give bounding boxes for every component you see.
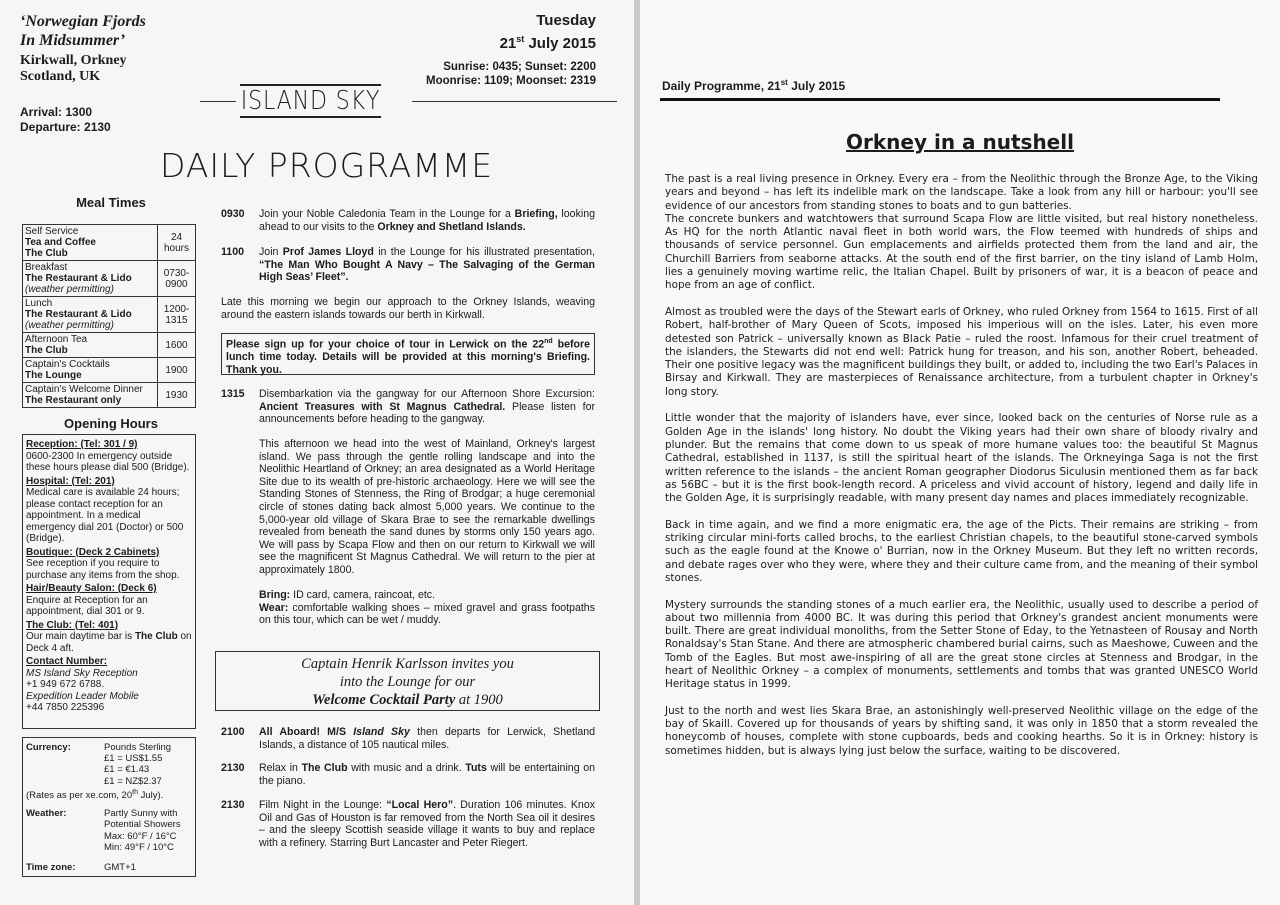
article-paragraph: Back in time again, and we find a more enigmatic era, the age of the Picts. Their remains are striking – from striking circular mini-forts called brochs, to the earliest Christian chapels, to the beautiful stone-carved symbols such as the eagle found at the Knowe o' Burrian, now in the Orkney Museum. But they left no written records, and debate rages over who they were, where they and their culture came from, and the meaning of their symbol stones. [665,518,1258,584]
wear-text: comfortable walking shoes – mixed gravel and grass footpaths on this tour, which can be wet / muddy. [259,601,595,627]
meal-location: The Club [25,345,68,356]
weather-label: Weather: [26,808,67,820]
sun-times: Sunrise: 0435; Sunset: 2200 [443,61,596,73]
invite-event: Welcome Cocktail Party [312,692,456,708]
meal-venue [23,225,158,261]
event-text-part: Please listen for announcements before heading to the gangway. [259,400,595,426]
event-0930 [221,208,595,233]
invite-line: into the Lounge for our [339,674,476,690]
event-text-part: Join [259,246,283,258]
invite-line [216,691,599,709]
hospital-heading: Hospital: (Tel: 201) [26,475,115,487]
contact-heading: Contact Number: [26,656,108,667]
article-paragraph: Little wonder that the majority of islanders have, ever since, looked back on the centuries of Norse rule as a Golden Age in the islands' long history. No doubt the Viking years had their own share of bloody rivalry and plunder. But the remains that come down to us speak of more humane values too: the beautiful St Magnus Cathedral, established in 1137, is still the spiritual heart of the islands. The Orkneyinga Saga is not the first written reference to the islands – the ancient Roman geographer Diodorus Siculusin mentioned them as far back as 56BC – but it is the first book-length record. A priceless and vivid account of history, legend and daily life in the Golden Age, it is surprisingly readable, with many present day names and places immediately recognizable. [665,412,1258,505]
meal-row [23,358,196,383]
event-time: 2130 [221,762,245,774]
meal-venue [23,297,158,333]
currency-line: Pounds Sterling [104,742,172,753]
meal-row [23,225,196,261]
currency-row [26,742,192,787]
opening-hours-heading: Opening Hours [64,416,158,431]
salon-text: Enquire at Reception for an appointment, dial 301 or 9. [26,594,148,617]
date: 21st July 2015 [499,34,596,52]
currency-line: £1 = €1.43 [104,764,150,776]
event-text-bold: The Club [301,762,348,774]
opening-hours-box [22,434,196,729]
cruise-title-line: ‘Norwegian Fjords [20,13,146,30]
meal-row [23,383,196,408]
weather-line: Min: 49°F / 10°C [104,841,174,853]
meal-time: 1900 [158,358,196,383]
event-text-bold: Ancient Treasures with St Magnus Cathedral. [259,400,506,413]
event-text-part: looking ahead to our visits to the [259,208,596,233]
event-text-part: with music and a drink. [347,762,466,774]
event-1315 [221,388,595,426]
date-block [500,12,596,53]
departure-time: Departure: 2130 [20,120,111,134]
event-time: 2100 [221,726,245,738]
rates-note: (Rates as per xe.com, 20th July). [26,788,164,801]
event-text-part: . Duration 106 minutes. Knox Oil and Gas of Houston is far removed from the North Sea oil it desires – and the sleepy Scottish seaside village it wants to buy and replace with a refinery. Starring Burt Lancaster and Peter Riegert. [259,799,596,849]
cocktail-invitation [215,651,600,711]
meal-venue [23,333,158,358]
weather-row [26,808,192,853]
meal-location: The Restaurant & Lido [25,273,132,284]
event-text-part: in the Lounge for his illustrated presentation, [373,246,595,258]
invite-time: at 1900 [455,692,503,708]
arrival-departure [20,105,111,135]
late-morning-note: Late this morning we begin our approach to the Orkney Islands, weaving around the eastern islands towards our berth in Kirkwall. [221,296,595,321]
timezone-label: Time zone: [26,861,76,873]
event-text-bold: Orkney and Shetland Islands. [377,220,526,233]
club-text-part: on Deck 4 aft. [26,631,192,654]
arrival-time: Arrival: 1300 [20,105,93,119]
tour-description: This afternoon we head into the west of Mainland, Orkney's largest island. We pass through the gentle rolling landscape and into the Neolithic Heartland of Orkney; an area designated as a World Heritage Site due to its wealth of pre-historic archaeology. Here we will see the Standing Stones of Stenness, the Ring of Brodgar; a huge ceremonial circle of stones dating back almost 5,000 years. We continue to the 5,000-year old village of Skara Brae to see the remarkable dwellings revealed from beneath the sand dunes by storms only 150 years ago. We will pass by Scapa Flow and then on our return to Kirkwall we will see the magnificent St Magnus Cathedral. We will return to the pier at approximately 1800. [259,438,595,576]
weather-line: Partly Sunny with [104,808,178,820]
contact-line: Expedition Leader Mobile [26,690,139,702]
page-title: DAILY PROGRAMME [160,146,494,185]
island-sky-logo: ISLAND SKY [240,86,381,116]
meal-row [23,297,196,333]
meal-times-table [22,224,196,408]
port-location [20,53,127,85]
port-name: Kirkwall, Orkney [20,53,127,68]
currency-line: £1 = US$1.55 [104,753,163,765]
wear-label: Wear: [259,601,289,614]
event-text [259,799,595,849]
hospital-text: Medical care is available 24 hours; please contact reception for an appointment. In a medical emergency dial 201 (Doctor) or 500 (Bridge). [26,487,184,544]
meal-name: Self Service [25,226,79,237]
event-text [259,726,595,751]
ship-name: Island Sky [353,726,410,738]
event-text-bold: Briefing, [514,208,558,220]
meal-name: Lunch [25,298,53,309]
event-time: 1100 [221,246,244,258]
event-text-bold: “Local Hero” [386,799,454,811]
meal-time: 0730-0900 [158,261,196,297]
meal-time: 1930 [158,383,196,408]
event-text-bold: All Aboard! M/S [259,726,354,738]
timezone-value: GMT+1 [104,861,136,873]
meal-location: Tea and Coffee [25,237,96,248]
meal-venue [23,383,158,408]
article-paragraph: Just to the north and west lies Skara Brae, an astonishingly well-preserved Neolithic village on the edge of the bay of Skaill. Covered up for thousands of years by shifting sand, it was only in 1850 that a storm revealed the honeycomb of houses, complete with stone cupboards, beds and cooking hearths. So it is in Orkney: history is sometimes hidden, but is always lying just below the surface, waiting to be discovered. [665,704,1258,757]
article-title: Orkney in a nutshell [846,130,1074,154]
event-text [259,762,595,787]
event-time: 2130 [221,799,245,811]
meal-location: The Restaurant only [25,395,122,406]
event-2130-film [221,799,595,849]
bring-label: Bring: [259,589,291,601]
meal-name: Captain's Cocktails [25,359,110,370]
signup-notice: Please sign up for your choice of tour in Lerwick on the 22nd before lunch time today. Details will be provided at this morning's Briefing. Thank you. [221,333,595,375]
event-time: 0930 [221,208,245,220]
meal-name: Captain's Welcome Dinner [25,384,143,395]
meal-row [23,333,196,358]
header-rule [660,98,1220,101]
meal-location: The Restaurant & Lido [25,309,132,320]
event-text [259,208,595,233]
right-page [640,0,1280,905]
meal-time: 24 hours [158,225,196,261]
article-paragraph-text: The concrete bunkers and watchtowers that surround Scapa Flow are little visited, but real history nonetheless. As HQ for the north Atlantic naval fleet in both world wars, the Flow teemed with hundreds of ships and thousands of service personnel. Gun emplacements and airfields protected them from the land and air, the Churchill Barriers from seaborne attacks. At the south end of the first barrier, on the tiny island of Lamb Holm, lies a genuinely moving wartime relic, the Italian Chapel. Built by prisoners of war, it is a beacon of peace and hope from an age of conflict. [665,212,1258,292]
meal-name: Breakfast [25,262,68,273]
meal-name: Afternoon Tea [25,334,88,345]
meal-time: 1200-1315 [158,297,196,333]
meal-times-heading: Meal Times [76,195,146,210]
left-page [0,0,634,905]
article-paragraph [665,173,1258,293]
bring-wear [259,589,595,627]
article-paragraph-text: The past is a real living presence in Orkney. Every era – from the Neolithic through the Bronze Age, to the Viking years and beyond – has left its indelible mark on the landscape. Take a look from any hill or harbour: you'll see evidence of our ancestors from standing stones to boats and to gun batteries. [665,173,1258,212]
divider [412,101,617,102]
invite-line: Captain Henrik Karlsson invites you [301,656,514,672]
event-text-part: Film Night in the Lounge: [259,799,387,811]
article-paragraph: Mystery surrounds the standing stones of a much earlier era, the Neolithic, usually used to describe a period of about two millennia from 4000 BC. It was during this period that Orkney's grandest ancient monuments were built. There are great individual monoliths, from the Setter Stone of Eday, to the Yetnasteen of Rousay and North Ronaldsay's Stan Stane. And there are atmospheric chambered burial cairns, such as Maeshowe, Cuween and the Tomb of the Eagles. But most awe-inspiring of all are the great stone circles at Stenness and Brodgar, in the heart of Neolithic Orkney – a complex of monuments, settlements and tombs that was granted UNESCO World Heritage status in 1999. [665,598,1259,691]
club-name: The Club [134,631,178,642]
club-heading: The Club: (Tel: 401) [26,619,119,631]
weather-line: Max: 60°F / 16°C [104,830,177,842]
event-text-bold: Tuts [465,762,487,774]
bring-line [259,589,595,602]
meal-note: The Club [25,248,68,259]
wear-line [259,602,595,627]
contact-line: +44 7850 225396 [26,702,105,713]
right-page-header: Daily Programme, 21st July 2015 [662,78,846,93]
reception-heading: Reception: (Tel: 301 / 9) [26,439,138,450]
meal-location: The Lounge [25,370,82,381]
cruise-title-line: In Midsummer’ [20,32,126,49]
cruise-title [20,12,146,50]
event-time: 1315 [221,388,245,400]
club-text [26,631,192,654]
contact-line: MS Island Sky Reception [26,667,138,679]
event-text-part: will be entertaining on the piano. [259,762,595,787]
port-country: Scotland, UK [20,69,101,84]
event-text-part: Relax in [259,762,302,774]
meal-note: (weather permitting) [25,284,114,295]
divider [200,101,236,102]
weather-values [104,808,181,853]
meal-venue [23,358,158,383]
event-2130-club [221,762,595,787]
event-1100 [221,246,595,284]
meal-time: 1600 [158,333,196,358]
currency-label: Currency: [26,742,71,753]
currency-values [104,742,171,787]
currency-line: £1 = NZ$2.37 [104,775,162,787]
club-text-part: Our main daytime bar is [26,631,135,642]
event-text-bold: Prof James Lloyd [282,246,374,258]
meal-row [23,261,196,297]
moon-times: Moonrise: 1109; Moonset: 2319 [426,75,596,87]
reception-text: 0600-2300 In emergency outside these hours please dial 500 (Bridge). [26,450,190,473]
event-text-part: Disembarkation via the gangway for our Afternoon Shore Excursion: [259,388,595,400]
info-box [22,737,196,877]
article-paragraph: Almost as troubled were the days of the Stewart earls of Orkney, who ruled Orkney from 1564 to 1615. First of all Robert, half-brother of Mary Queen of Scots, imposed his imperious will on the isles. Later, his even more detested son Patrick – universally known as Black Patie – ruled the roost. Infamous for their cruel treatment of the islanders, the Stewarts did not end well: Patrick hung for treason, and his son, another Robert, beheaded. Their one positive legacy was the magnificent buildings they built, or added to, including the two Earl's Palaces in Birsay and Kirkwall. They are masterpieces of Renaissance architecture, from a turbulent chapter in Orkney's long story. [665,305,1258,398]
event-text-bold: “The Man Who Bought A Navy – The Salvaging of the German High Seas’ Fleet”. [259,258,595,284]
bring-text: ID card, camera, raincoat, etc. [290,589,436,601]
event-text [259,246,595,284]
article-body [665,173,1258,771]
event-text-part: then departs for Lerwick, Shetland Islands, a distance of 105 nautical miles. [259,726,595,751]
timezone-row [26,862,192,873]
event-2100 [221,726,595,751]
salon-heading: Hair/Beauty Salon: (Deck 6) [26,583,157,594]
astronomy-times [426,60,596,88]
boutique-text: See reception if you require to purchase any items from the shop. [26,558,180,581]
event-text-part: Join your Noble Caledonia Team in the Lounge for a [259,208,515,220]
weather-line: Potential Showers [104,819,181,831]
event-text [259,388,595,426]
contact-line: +1 949 672 6788. [26,679,105,690]
meal-note: (weather permitting) [25,320,114,331]
boutique-heading: Boutique: (Deck 2 Cabinets) [26,546,160,558]
day-of-week: Tuesday [536,12,596,29]
meal-venue [23,261,158,297]
